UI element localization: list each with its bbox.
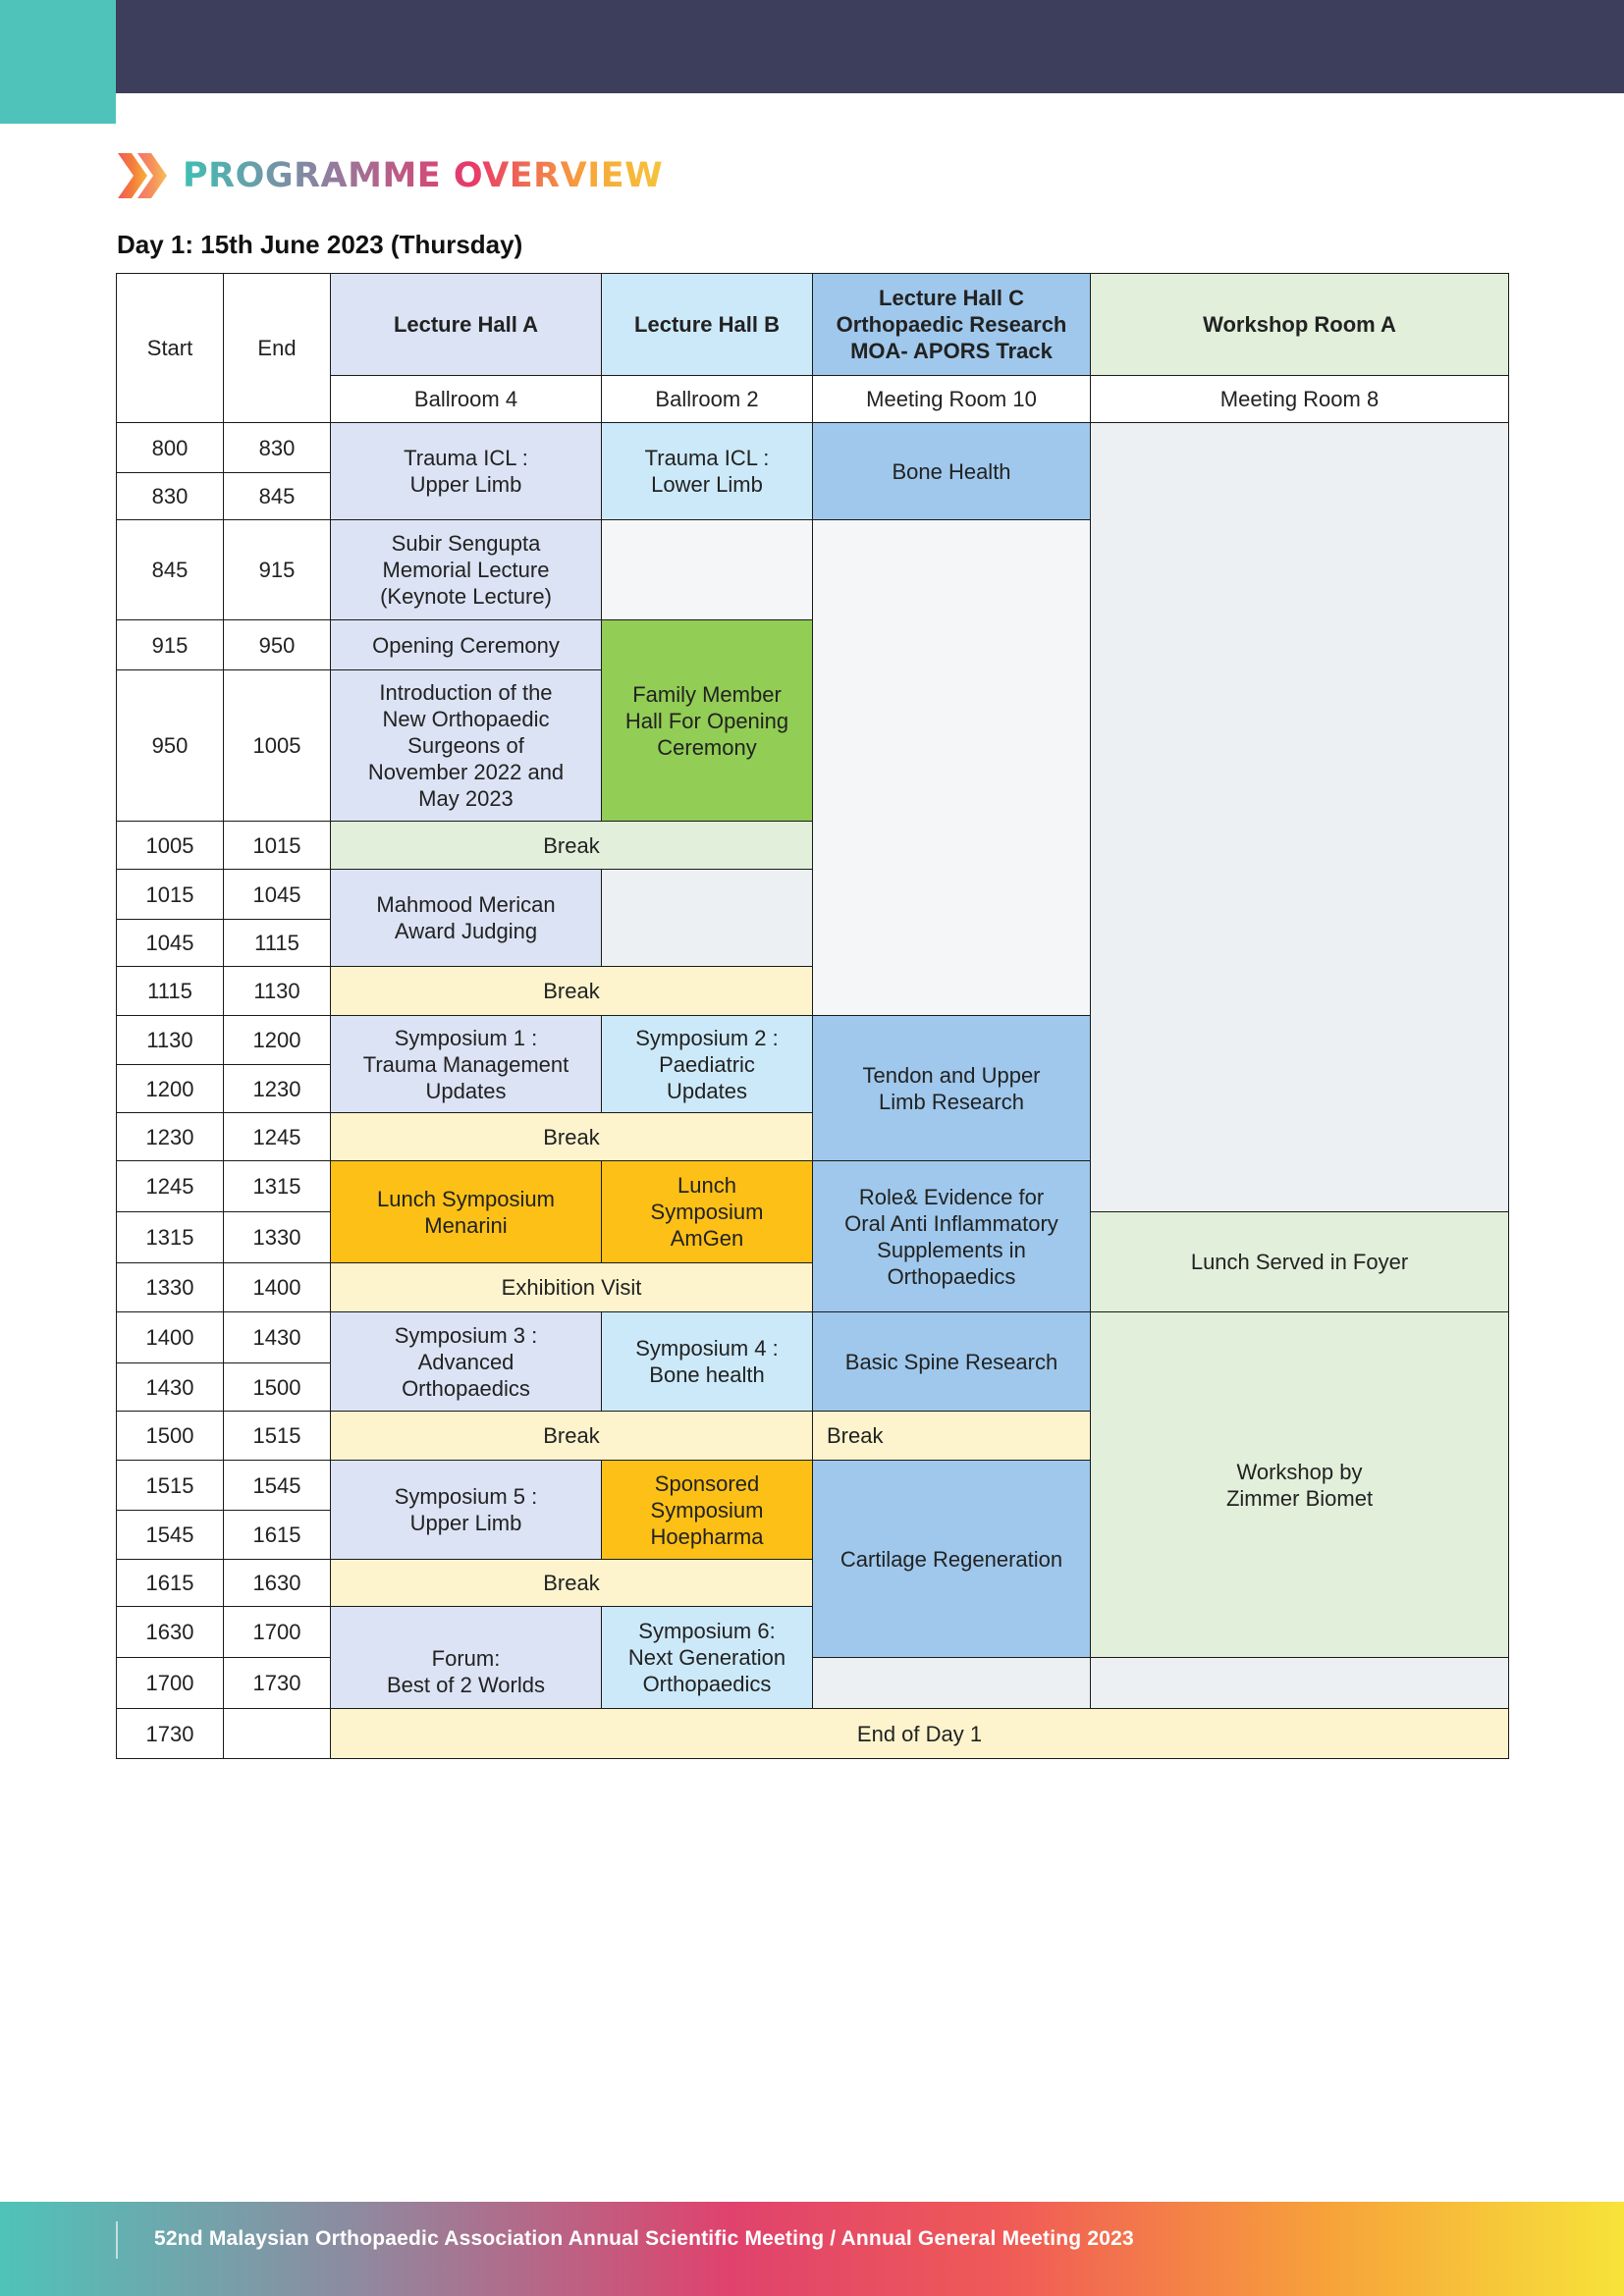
session-cell: Introduction of the New Orthopaedic Surgeons of November 2022 and May 2023	[330, 669, 602, 822]
start-time-cell: 1115	[116, 966, 224, 1016]
session-cell: Mahmood Merican Award Judging	[330, 869, 602, 967]
top-banner	[0, 0, 1624, 93]
column-header: Ballroom 2	[601, 375, 813, 423]
start-time-cell: 1315	[116, 1211, 224, 1263]
session-cell: Role& Evidence for Oral Anti Inflammatory Supplements in Orthopaedics	[812, 1160, 1091, 1312]
column-header: Lecture Hall C Orthopaedic Research MOA- APORS Track	[812, 273, 1091, 376]
start-time-cell: 1005	[116, 821, 224, 870]
session-cell: Basic Spine Research	[812, 1311, 1091, 1412]
session-cell: Lunch Symposium Menarini	[330, 1160, 602, 1263]
start-time-cell: 1015	[116, 869, 224, 920]
session-cell: Forum: Best of 2 Worlds	[330, 1606, 602, 1709]
schedule-table	[116, 273, 1508, 1758]
session-cell: End of Day 1	[330, 1708, 1509, 1759]
end-time-cell: 1500	[223, 1362, 331, 1412]
end-time-cell: 1430	[223, 1311, 331, 1363]
end-time-cell: 1630	[223, 1559, 331, 1607]
session-cell: Break	[812, 1411, 1091, 1461]
end-time-cell: 1330	[223, 1211, 331, 1263]
start-time-cell: 1245	[116, 1160, 224, 1212]
session-cell: Lunch Symposium AmGen	[601, 1160, 813, 1263]
end-time-cell: 1730	[223, 1657, 331, 1709]
footer-divider	[116, 2221, 118, 2259]
day-title: Day 1: 15th June 2023 (Thursday)	[117, 230, 523, 259]
start-time-cell: 1700	[116, 1657, 224, 1709]
footer-banner	[0, 2202, 1624, 2296]
start-time-cell: 830	[116, 472, 224, 520]
column-header: End	[223, 273, 331, 423]
session-cell: Break	[330, 1112, 813, 1161]
end-time-cell: 1400	[223, 1262, 331, 1312]
empty-slot	[812, 1657, 1091, 1709]
start-time-cell: 950	[116, 669, 224, 822]
start-time-cell: 1430	[116, 1362, 224, 1412]
column-header: Lecture Hall B	[601, 273, 813, 376]
session-cell: Symposium 2 : Paediatric Updates	[601, 1015, 813, 1113]
end-time-cell: 1015	[223, 821, 331, 870]
heading-title: PROGRAMME OVERVIEW	[183, 156, 664, 195]
empty-slot	[601, 519, 813, 620]
session-cell: Symposium 5 : Upper Limb	[330, 1460, 602, 1560]
column-header: Lecture Hall A	[330, 273, 602, 376]
session-cell: Symposium 4 : Bone health	[601, 1311, 813, 1412]
start-time-cell: 1500	[116, 1411, 224, 1461]
session-cell: Workshop by Zimmer Biomet	[1090, 1311, 1509, 1658]
start-time-cell: 1230	[116, 1112, 224, 1161]
start-time-cell: 1515	[116, 1460, 224, 1511]
start-time-cell: 1130	[116, 1015, 224, 1065]
end-time-cell: 915	[223, 519, 331, 620]
start-time-cell: 1630	[116, 1606, 224, 1658]
end-time-cell: 1005	[223, 669, 331, 822]
section-heading	[116, 149, 663, 202]
start-time-cell: 1400	[116, 1311, 224, 1363]
end-time-cell: 1200	[223, 1015, 331, 1065]
session-cell: Break	[330, 966, 813, 1016]
session-cell: Bone Health	[812, 422, 1091, 520]
empty-slot	[812, 519, 1091, 1016]
start-time-cell: 915	[116, 619, 224, 670]
end-time-cell: 1315	[223, 1160, 331, 1212]
column-header: Meeting Room 8	[1090, 375, 1509, 423]
footer-text: 52nd Malaysian Orthopaedic Association Annual Scientific Meeting / Annual General Meeting 2023	[154, 2227, 1134, 2250]
empty-slot	[601, 869, 813, 967]
session-cell: Sponsored Symposium Hoepharma	[601, 1460, 813, 1560]
chevron-arrows-icon	[116, 151, 171, 200]
top-accent-block	[0, 0, 116, 124]
session-cell: Break	[330, 1411, 813, 1461]
session-cell: Tendon and Upper Limb Research	[812, 1015, 1091, 1161]
end-time-cell: 1130	[223, 966, 331, 1016]
end-time-cell: 950	[223, 619, 331, 670]
session-cell: Family Member Hall For Opening Ceremony	[601, 619, 813, 822]
end-time-cell: 1615	[223, 1510, 331, 1560]
session-cell: Break	[330, 1559, 813, 1607]
end-time-cell	[223, 1708, 331, 1759]
start-time-cell: 845	[116, 519, 224, 620]
end-time-cell: 1245	[223, 1112, 331, 1161]
end-time-cell: 830	[223, 422, 331, 473]
session-cell: Symposium 6: Next Generation Orthopaedics	[601, 1606, 813, 1709]
session-cell: Exhibition Visit	[330, 1262, 813, 1312]
start-time-cell: 800	[116, 422, 224, 473]
column-header: Start	[116, 273, 224, 423]
end-time-cell: 845	[223, 472, 331, 520]
end-time-cell: 1230	[223, 1064, 331, 1113]
end-time-cell: 1700	[223, 1606, 331, 1658]
start-time-cell: 1200	[116, 1064, 224, 1113]
start-time-cell: 1330	[116, 1262, 224, 1312]
start-time-cell: 1545	[116, 1510, 224, 1560]
session-cell: Cartilage Regeneration	[812, 1460, 1091, 1658]
session-cell: Break	[330, 821, 813, 870]
end-time-cell: 1515	[223, 1411, 331, 1461]
empty-slot	[1090, 1657, 1509, 1709]
column-header: Workshop Room A	[1090, 273, 1509, 376]
session-cell: Symposium 1 : Trauma Management Updates	[330, 1015, 602, 1113]
start-time-cell: 1045	[116, 919, 224, 967]
session-cell: Trauma ICL : Lower Limb	[601, 422, 813, 520]
session-cell: Opening Ceremony	[330, 619, 602, 670]
end-time-cell: 1545	[223, 1460, 331, 1511]
session-cell: Subir Sengupta Memorial Lecture (Keynote Lecture)	[330, 519, 602, 620]
end-time-cell: 1045	[223, 869, 331, 920]
session-cell: Trauma ICL : Upper Limb	[330, 422, 602, 520]
column-header: Ballroom 4	[330, 375, 602, 423]
end-time-cell: 1115	[223, 919, 331, 967]
session-cell: Lunch Served in Foyer	[1090, 1211, 1509, 1312]
column-header: Meeting Room 10	[812, 375, 1091, 423]
start-time-cell: 1615	[116, 1559, 224, 1607]
start-time-cell: 1730	[116, 1708, 224, 1759]
session-cell: Symposium 3 : Advanced Orthopaedics	[330, 1311, 602, 1412]
